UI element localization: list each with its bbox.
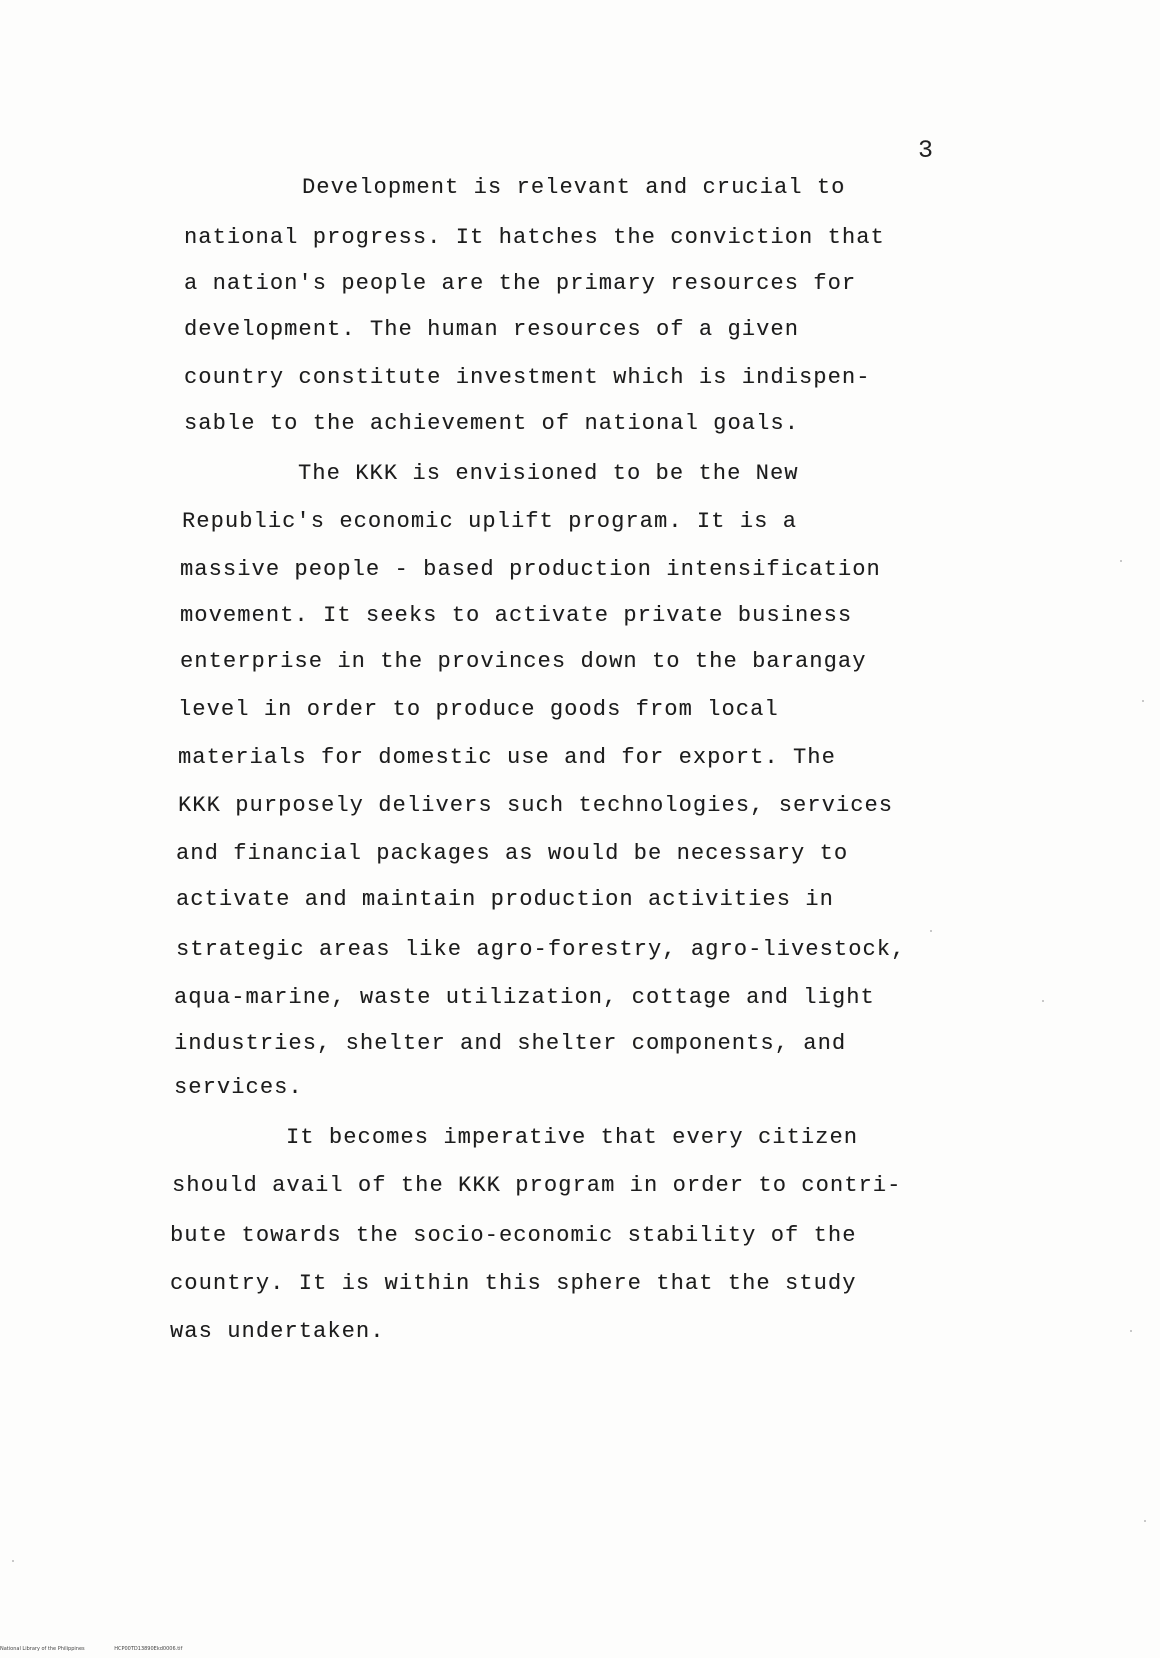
scan-speck [1142,700,1144,702]
text-line: national progress. It hatches the conviction that [184,225,885,250]
text-line: industries, shelter and shelter components, and [174,1031,847,1056]
scan-speck [1130,1330,1132,1332]
text-line: a nation's people are the primary resources for [184,271,857,296]
text-line: It becomes imperative that every citizen [286,1125,859,1150]
scan-speck [12,1560,14,1562]
text-line: and financial packages as would be necessary to [176,841,849,866]
text-line: enterprise in the provinces down to the barangay [180,649,867,674]
text-line: was undertaken. [170,1319,385,1344]
text-line: should avail of the KKK program in order to contri- [172,1173,902,1198]
text-line: strategic areas like agro-forestry, agro-livestock, [176,937,906,962]
text-line: level in order to produce goods from local [178,697,779,722]
text-line: country constitute investment which is indispen- [184,365,871,390]
text-line: massive people - based production intensification [180,557,881,582]
scan-speck [1120,560,1122,562]
scan-speck [1042,1000,1044,1002]
text-line: materials for domestic use and for export. The [178,745,836,770]
text-line: development. The human resources of a given [184,317,799,342]
text-line: aqua-marine, waste utilization, cottage and light [174,985,875,1010]
page-number: 3 [918,136,934,165]
text-line: country. It is within this sphere that the study [170,1271,857,1296]
footer-source: National Library of the Philippines [0,1646,85,1652]
text-line: bute towards the socio-economic stability of the [170,1223,857,1248]
text-line: movement. It seeks to activate private business [180,603,853,628]
text-line: The KKK is envisioned to be the New [298,461,799,486]
scan-speck [1144,1520,1146,1522]
text-line: KKK purposely delivers such technologies, services [178,793,894,818]
text-line: activate and maintain production activities in [176,887,834,912]
text-line: sable to the achievement of national goals. [184,411,799,436]
scan-footer [0,1646,210,1652]
text-line: Development is relevant and crucial to [302,175,846,200]
text-line: Republic's economic uplift program. It is a [182,509,797,534]
scan-speck [930,930,932,932]
footer-file: HCP00TD13890Ekd0006.tif [114,1646,183,1652]
text-line: services. [174,1075,303,1100]
